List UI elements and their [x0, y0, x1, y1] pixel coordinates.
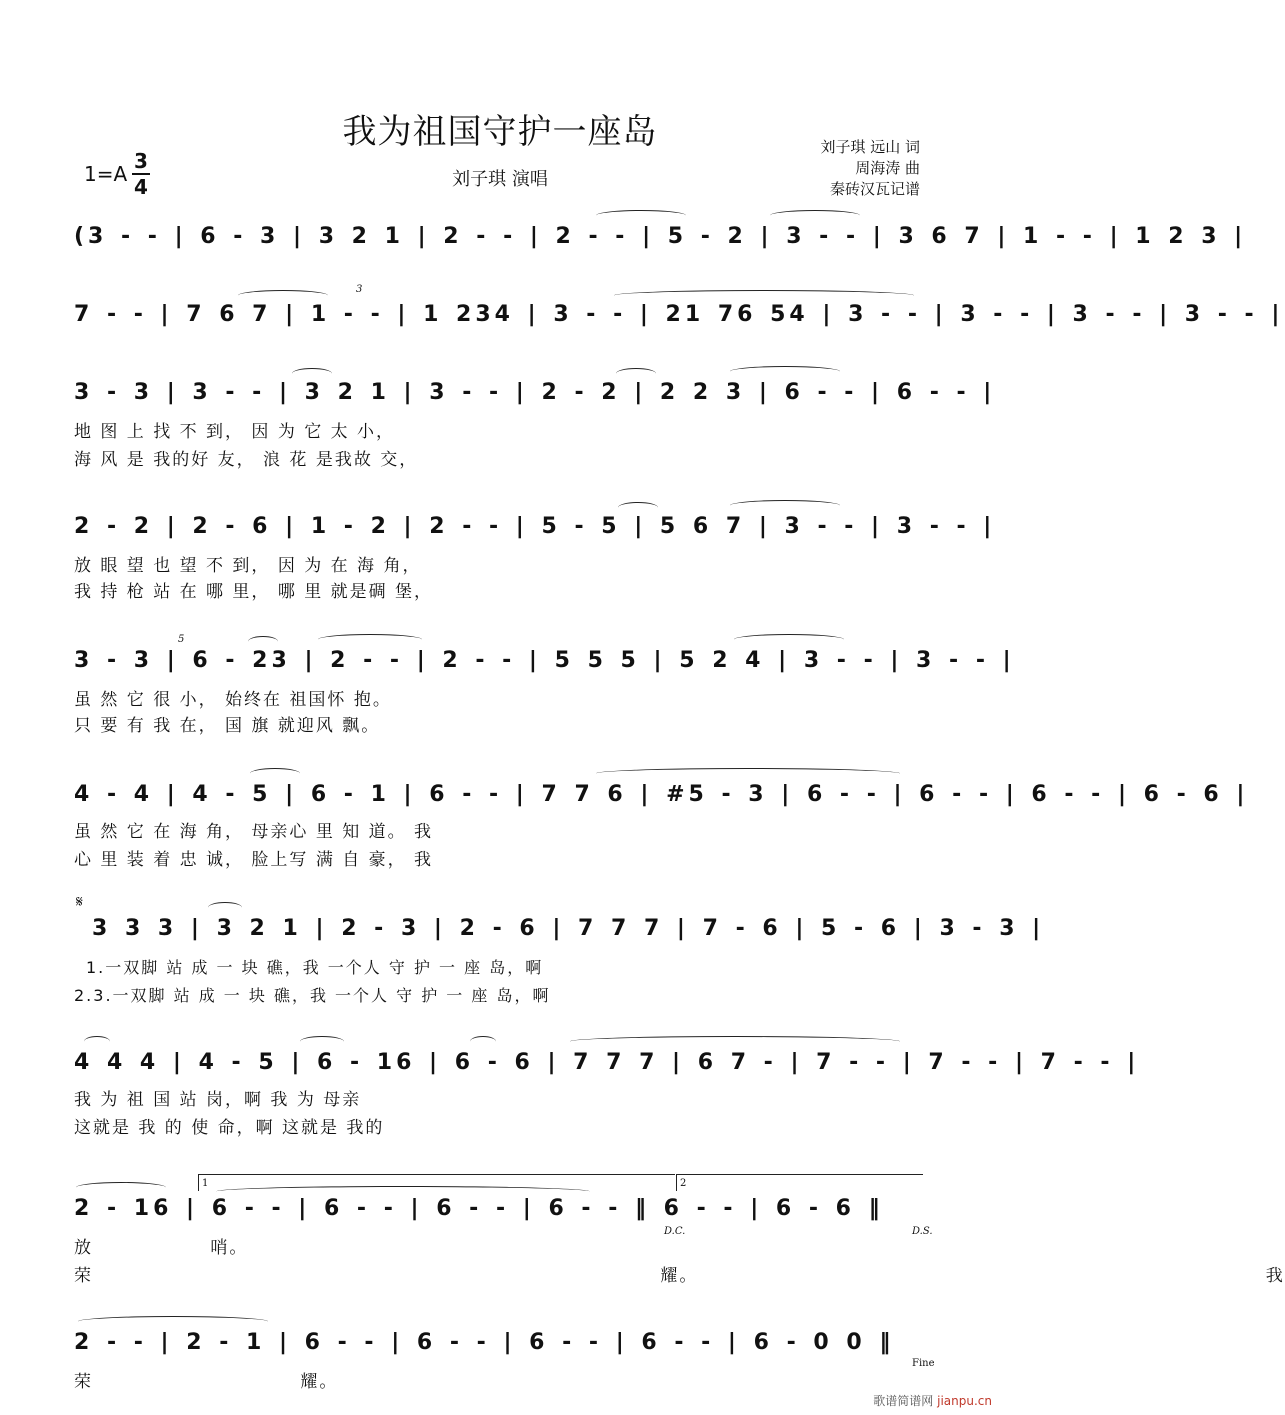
- notation-line: 3 3 3 | 3 2 1 | 2 - 3 | 2 - 6 | 7 7 7 | 7 - 6 | 5 - 6 | 3 - 3 |: [92, 916, 1045, 941]
- lyric-verse-2: 海 风 是 我的好 友， 浪 花 是我故 交，: [74, 450, 419, 470]
- slur-arc: [84, 1036, 110, 1047]
- segno-sign: 𝄋: [76, 892, 83, 911]
- key-signature: 1=A: [84, 162, 128, 186]
- da-capo-mark: D.C.: [664, 1226, 686, 1237]
- lyric-verse-2: 我 持 枪 站 在 哪 里， 哪 里 就是碉 堡，: [74, 582, 434, 602]
- slur-arc: [250, 768, 300, 779]
- notation-line: 2 - - | 2 - 1 | 6 - - | 6 - - | 6 - - | 6 - - | 6 - 0 0 ‖: [74, 1330, 895, 1355]
- lyric-verse-2: 这就是 我 的 使 命，啊 这就是 我的: [74, 1118, 385, 1138]
- notation-line: 4 - 4 | 4 - 5 | 6 - 1 | 6 - - | 7 7 6 | #5 - 3 | 6 - - | 6 - - | 6 - - | 6 - 6 |: [74, 782, 1249, 807]
- lyric-verse-1: 我 为 祖 国 站 岗，啊 我 为 母亲: [74, 1090, 362, 1110]
- lyric-verse-1: 虽 然 它 在 海 角， 母亲心 里 知 道。 我: [74, 822, 434, 842]
- notation-line: (3 - - | 6 - 3 | 3 2 1 | 2 - - | 2 - - | 5 - 2 | 3 - - | 3 6 7 | 1 - - | 1 2 3 |: [74, 224, 1247, 249]
- watermark-site-name: 歌谱简谱网: [873, 1394, 934, 1408]
- notation-line: 4 4 4 | 4 - 5 | 6 - 16 | 6 - 6 | 7 7 7 | 6 7 - | 7 - - | 7 - - | 7 - - |: [74, 1050, 1140, 1075]
- triplet-mark: 3: [356, 284, 363, 295]
- time-signature-top: 3: [134, 149, 148, 173]
- volta-bracket-2: [676, 1174, 923, 1191]
- volta-number-1: 1: [202, 1178, 209, 1189]
- lyric-verse-3: 2.3.一双脚 站 成 一 块 礁，我 一个人 守 护 一 座 岛，啊: [74, 986, 551, 1005]
- composer-credit: 周海涛 曲: [855, 159, 920, 177]
- tie-arc: [734, 634, 844, 645]
- slur-arc: [300, 1036, 344, 1047]
- site-watermark: [873, 1392, 992, 1409]
- tie-arc: [730, 366, 840, 377]
- transcriber-credit: 秦砖汉瓦记谱: [829, 180, 920, 198]
- slur-arc: [208, 902, 242, 913]
- song-title: 我为祖国守护一座岛: [342, 112, 658, 152]
- tie-arc: [596, 768, 900, 779]
- lyric-verse-1: 放 眼 望 也 望 不 到， 因 为 在 海 角，: [74, 556, 422, 576]
- tie-arc: [78, 1316, 268, 1327]
- notation-line: 3 - 3 | 6 - 23 | 2 - - | 2 - - | 5 5 5 | 5 2 4 | 3 - - | 3 - - |: [74, 648, 1015, 673]
- lyric-verse-1: 1.一双脚 站 成 一 块 礁，我 一个人 守 护 一 座 岛，啊: [86, 958, 544, 977]
- lyric-verse-1: 虽 然 它 很 小， 始终在 祖国怀 抱。: [74, 690, 392, 710]
- notation-line: 7 - - | 7 6 7 | 1 - - | 1 234 | 3 - - | 21 76 54 | 3 - - | 3 - - | 3 - - | 3 - - |: [74, 302, 1284, 327]
- lyric-verse-1: 荣 耀。: [74, 1372, 339, 1392]
- tie-arc: [318, 634, 422, 645]
- fine-mark: Fine: [912, 1358, 935, 1369]
- notation-line: 2 - 16 | 6 - - | 6 - - | 6 - - | 6 - - ‖ 6 - - | 6 - 6 ‖: [74, 1196, 884, 1221]
- slur-arc: [470, 1036, 496, 1047]
- lyric-verse-2: 心 里 装 着 忠 诚， 脸上写 满 自 豪， 我: [74, 850, 434, 870]
- lyric-verse-2: 荣 耀。 我: [74, 1266, 1285, 1286]
- notation-line: 2 - 2 | 2 - 6 | 1 - 2 | 2 - - | 5 - 5 | 5 6 7 | 3 - - | 3 - - |: [74, 514, 996, 539]
- tie-arc: [730, 500, 840, 511]
- dal-segno-mark: D.S.: [912, 1226, 933, 1237]
- lyricist-credit: 刘子琪 远山 词: [820, 138, 920, 156]
- time-signature-bottom: 4: [134, 175, 148, 199]
- slur-arc: [76, 1182, 166, 1193]
- lyric-verse-1: 地 图 上 找 不 到， 因 为 它 太 小，: [74, 422, 396, 442]
- tie-arc: [596, 210, 686, 221]
- tie-arc: [570, 1036, 900, 1047]
- watermark-site-url: jianpu.cn: [937, 1394, 992, 1408]
- tie-arc: [770, 210, 860, 221]
- grace-note-mark: 5: [178, 634, 185, 645]
- lyric-verse-1: 放 哨。: [74, 1238, 249, 1258]
- notation-line: 3 - 3 | 3 - - | 3 2 1 | 3 - - | 2 - 2 | 2 2 3 | 6 - - | 6 - - |: [74, 380, 996, 405]
- performer: 刘子琪 演唱: [452, 169, 548, 190]
- lyric-verse-2: 只 要 有 我 在， 国 旗 就迎风 飘。: [74, 716, 381, 736]
- volta-number-2: 2: [680, 1178, 687, 1189]
